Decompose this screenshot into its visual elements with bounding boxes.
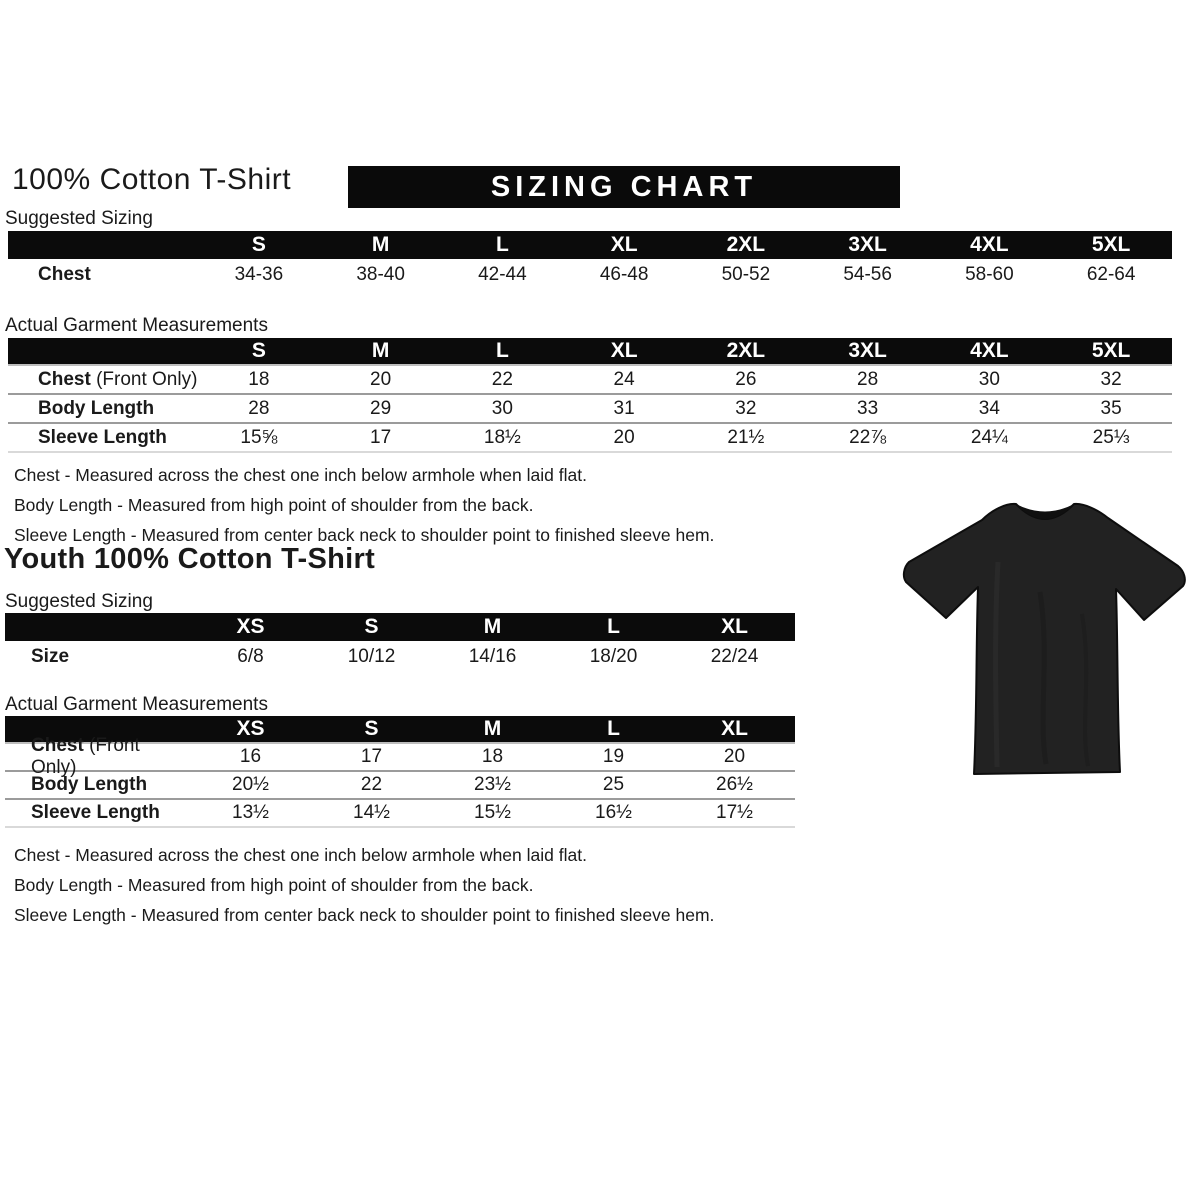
row-label-text: Sleeve Length [31,802,160,823]
column-header: XL [610,339,638,362]
column-header: M [371,339,390,362]
column-header: L [495,233,509,256]
note-line: Body Length - Measured from high point of shoulder from the back. [14,495,534,515]
table-row [5,641,795,673]
note-line: Body Length - Measured from high point of shoulder from the back. [14,875,534,895]
cell-value: 20 [613,426,635,448]
column-header: XS [236,717,265,740]
cell-value: 14/16 [468,646,517,667]
row-label-note: (Front Only) [31,735,140,778]
cell-value: 32 [1100,368,1122,390]
cell-value: 32 [735,397,757,419]
cell-value: 30 [978,368,1000,390]
cell-value: 24¼ [970,426,1008,448]
column-header: 5XL [1091,233,1131,256]
youth-suggested-sizing-table [5,613,795,673]
cell-value: 20 [370,368,392,390]
column-header: L [607,615,620,638]
youth-measurement-notes [14,840,714,930]
cell-value: 46-48 [599,264,649,285]
tshirt-highlight [996,562,998,767]
cell-value: 23½ [474,774,511,795]
cell-value: 34 [978,397,1000,419]
cell-value: 28 [248,397,270,419]
cell-value: 18/20 [589,646,638,667]
column-header: L [607,717,620,740]
cell-value: 31 [613,397,635,419]
cell-value: 29 [370,397,392,419]
table-header-row [8,231,1172,259]
row-label [8,427,198,449]
page-title: 100% Cotton T-Shirt [12,163,292,196]
cell-value: 18 [481,746,504,767]
note-line: Sleeve Length - Measured from center back neck to shoulder point to finished sleeve hem. [14,525,715,545]
cell-value: 17½ [716,802,753,823]
row-label-text: Sleeve Length [38,426,167,448]
row-label-text: Size [31,646,70,667]
column-header: 5XL [1091,339,1131,362]
table-row [5,735,795,778]
table-header-row [8,338,1172,366]
cell-value: 26½ [716,774,753,795]
table-header-row [5,613,795,641]
cell-value: 18 [248,368,270,390]
youth-section-title: Youth 100% Cotton T-Shirt [4,543,376,575]
column-header: S [251,233,266,256]
cell-value: 54-56 [843,264,892,285]
table-row [5,772,795,800]
adult-suggested-sizing-table [8,231,1172,291]
column-header: 4XL [970,233,1009,256]
cell-value: 15½ [474,802,511,823]
column-header: S [364,717,379,740]
column-header: XL [721,717,748,740]
note-line: Chest - Measured across the chest one inch below armhole when laid flat. [14,465,587,485]
table-row [5,800,795,828]
cell-value: 22⅞ [849,426,887,448]
row-label [5,735,190,779]
row-label-text: Body Length [38,397,155,419]
column-header: M [371,233,390,256]
adult-suggested-sizing-heading: Suggested Sizing [5,208,153,229]
sizing-chart-banner-label: SIZING CHART [490,170,758,203]
cell-value: 25 [602,774,625,795]
note-line: Sleeve Length - Measured from center back neck to shoulder point to finished sleeve hem. [14,905,715,925]
cell-value: 21½ [727,426,765,448]
cell-value: 34-36 [234,264,284,285]
row-label [8,264,198,286]
cell-value: 25⅓ [1092,426,1130,448]
cell-value: 16½ [595,802,632,823]
table-row [8,395,1172,424]
cell-value: 17 [360,746,383,767]
row-label-note: (Front Only) [90,368,198,390]
cell-value: 33 [857,397,879,419]
column-header: M [483,717,502,740]
cell-value: 14½ [353,802,390,823]
youth-suggested-sizing-heading: Suggested Sizing [5,591,153,612]
cell-value: 30 [491,397,513,419]
cell-value: 19 [602,746,625,767]
row-label-text: Body Length [31,774,148,795]
cell-value: 62-64 [1086,264,1136,285]
row-label-text: Chest [38,264,91,285]
column-header: S [364,615,379,638]
column-header: M [483,615,502,638]
adult-actual-measurements-table [8,338,1172,453]
row-label-text: Chest [38,368,91,390]
cell-value: 50-52 [721,264,771,285]
cell-value: 22 [360,774,383,795]
column-header: XS [236,615,265,638]
cell-value: 22 [491,368,513,390]
cell-value: 35 [1100,397,1122,419]
table-row [8,259,1172,291]
column-header: S [251,339,266,362]
cell-value: 28 [857,368,879,390]
column-header: XL [610,233,638,256]
cell-value: 16 [239,746,262,767]
column-header: XL [721,615,748,638]
column-header: 3XL [848,339,887,362]
row-label-text: Chest [31,735,84,756]
cell-value: 24 [613,368,635,390]
cell-value: 17 [370,426,392,448]
cell-value: 20½ [232,774,269,795]
cell-value: 58-60 [965,264,1014,285]
column-header: 2XL [726,233,766,256]
note-line: Chest - Measured across the chest one inch below armhole when laid flat. [14,845,587,865]
row-label [8,369,198,391]
cell-value: 6/8 [237,646,264,667]
cell-value: 26 [735,368,757,390]
row-label [5,646,190,668]
cell-value: 22/24 [710,646,759,667]
table-row [8,366,1172,395]
column-header: 2XL [726,339,766,362]
cell-value: 13½ [232,802,269,823]
row-label [5,774,190,796]
row-label [5,802,190,824]
adult-measurement-notes [14,460,714,550]
table-row [8,424,1172,453]
youth-actual-measurements-table [5,716,795,828]
cell-value: 15⅝ [240,426,278,448]
youth-actual-measurements-heading: Actual Garment Measurements [5,694,268,715]
cell-value: 42-44 [478,264,527,285]
black-tshirt-image [890,472,1200,812]
column-header: L [495,339,509,362]
cell-value: 10/12 [347,646,396,667]
sizing-chart-banner [348,166,900,208]
cell-value: 38-40 [356,264,405,285]
row-label [8,398,198,420]
cell-value: 20 [723,746,746,767]
column-header: 4XL [970,339,1009,362]
cell-value: 18½ [483,426,521,448]
column-header: 3XL [848,233,887,256]
adult-actual-measurements-heading: Actual Garment Measurements [5,315,268,336]
